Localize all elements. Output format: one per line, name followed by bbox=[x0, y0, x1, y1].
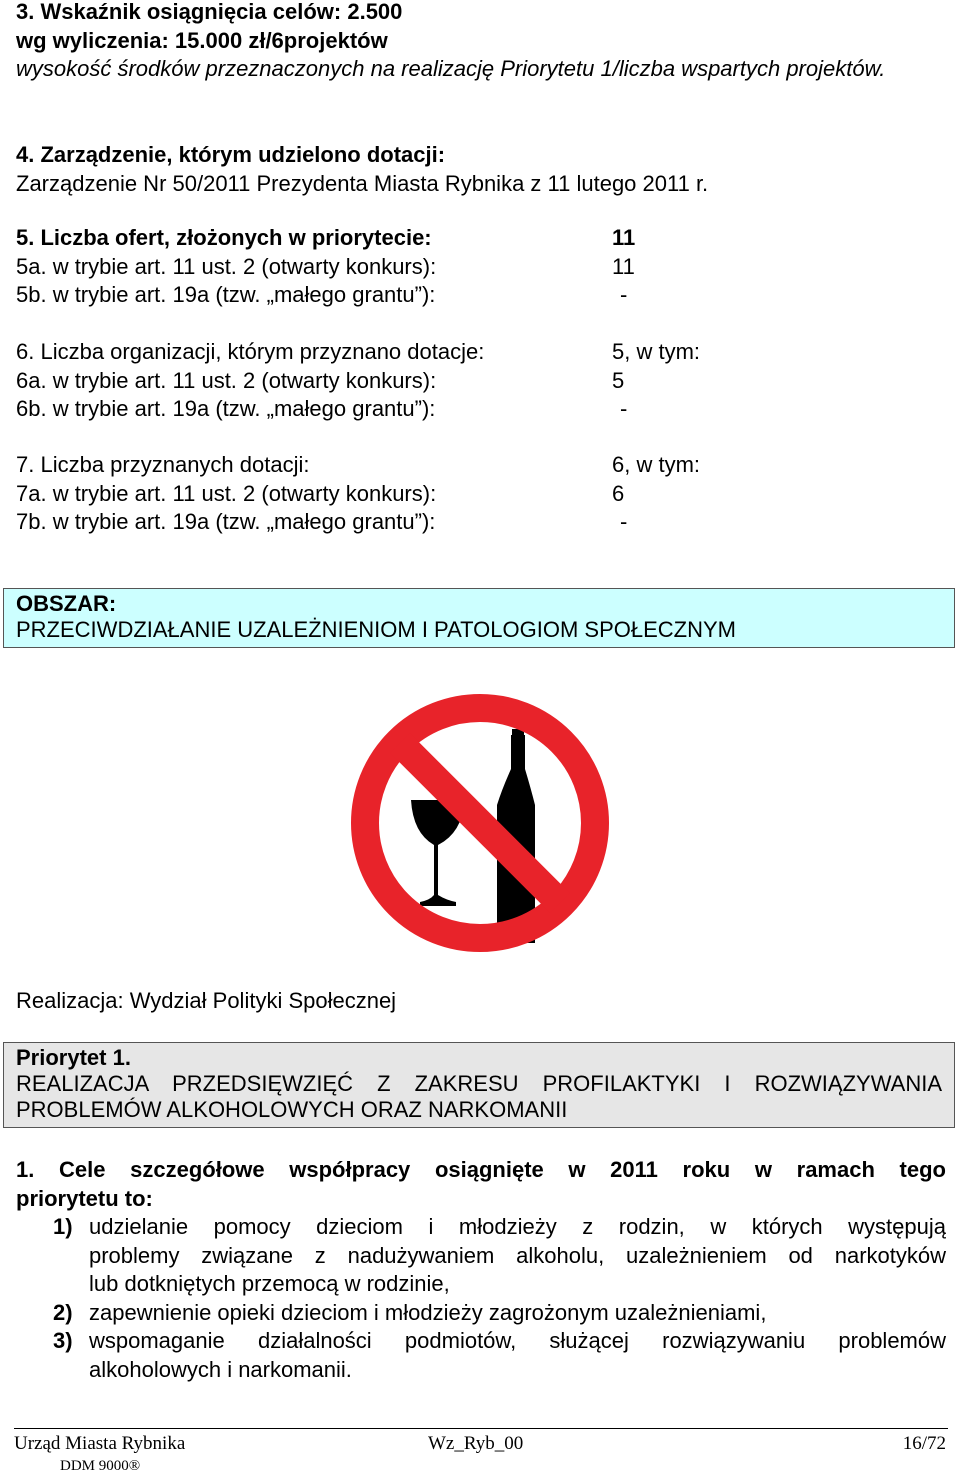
table-row bbox=[16, 367, 946, 396]
table-row bbox=[16, 253, 946, 282]
row-value: - bbox=[620, 396, 628, 421]
table-row bbox=[16, 451, 946, 480]
row-value: 11 bbox=[612, 253, 635, 279]
section-3-heading-line1: 3. Wskaźnik osiągnięcia celów: 2.500 bbox=[16, 0, 403, 24]
section-6-table bbox=[16, 338, 946, 424]
section-7-table bbox=[16, 451, 946, 537]
row-label: 5. Liczba ofert, złożonych w priorytecie: bbox=[16, 225, 432, 250]
priorytet-title-line1: REALIZACJA PRZEDSIĘWZIĘĆ Z ZAKRESU PROFILAKTYKI I ROZWIĄZYWANIA bbox=[16, 1071, 942, 1096]
list-item-line: udzielanie pomocy dzieciom i młodzieży z rodzin, w których występują bbox=[89, 1214, 946, 1239]
realizacja-text: Realizacja: Wydział Polityki Społecznej bbox=[16, 988, 397, 1013]
row-value: 6, w tym: bbox=[612, 452, 701, 477]
cele-section bbox=[16, 1156, 946, 1384]
list-item bbox=[16, 1299, 946, 1328]
table-row bbox=[16, 480, 946, 509]
priorytet-label: Priorytet 1. bbox=[16, 1045, 131, 1070]
obszar-title: PRZECIWDZIAŁANIE UZALEŻNIENIOM I PATOLOGIOM SPOŁECZNYM bbox=[16, 617, 736, 642]
row-value: 5, w tym: bbox=[612, 339, 701, 364]
row-value: 6 bbox=[612, 480, 625, 506]
table-row bbox=[16, 508, 946, 537]
footer-center: Wz_Ryb_00 bbox=[428, 1433, 524, 1454]
cele-heading-line2: priorytetu to: bbox=[16, 1185, 153, 1211]
priorytet-title-line2: PROBLEMÓW ALKOHOLOWYCH ORAZ NARKOMANII bbox=[16, 1097, 568, 1122]
footer-divider bbox=[14, 1428, 948, 1429]
list-item-number: 3) bbox=[53, 1328, 73, 1353]
list-item-line: wspomaganie działalności podmiotów, służącej rozwiązywaniu problemów bbox=[89, 1328, 946, 1353]
row-value: 11 bbox=[612, 225, 636, 250]
row-label: 6b. w trybie art. 19a (tzw. „małego grantu”): bbox=[16, 396, 436, 421]
list-item-line: lub dotkniętych przemocą w rodzinie, bbox=[89, 1271, 450, 1296]
table-row bbox=[16, 338, 946, 367]
section-5-table bbox=[16, 224, 946, 310]
row-label: 6a. w trybie art. 11 ust. 2 (otwarty konkurs): bbox=[16, 367, 437, 393]
section-4-text: Zarządzenie Nr 50/2011 Prezydenta Miasta Rybnika z 11 lutego 2011 r. bbox=[16, 170, 709, 196]
prohibition-ring-icon bbox=[365, 708, 595, 938]
list-item-line: problemy związane z nadużywaniem alkoholu, uzależnieniem od narkotyków bbox=[89, 1242, 946, 1268]
section-4-heading: 4. Zarządzenie, którym udzielono dotacji: bbox=[16, 142, 446, 167]
page-number: 16/72 bbox=[902, 1433, 946, 1454]
list-item bbox=[16, 1327, 946, 1384]
footer-sub: DDM 9000® bbox=[60, 1458, 141, 1474]
row-value: - bbox=[620, 282, 628, 307]
list-item-number: 1) bbox=[53, 1214, 73, 1239]
obszar-label: OBSZAR: bbox=[16, 591, 117, 616]
list-item-line: zapewnienie opieki dzieciom i młodzieży zagrożonym uzależnieniami, bbox=[89, 1299, 767, 1325]
section-4 bbox=[16, 141, 946, 198]
footer-left: Urząd Miasta Rybnika bbox=[14, 1433, 186, 1454]
table-row bbox=[16, 224, 946, 253]
row-label: 7a. w trybie art. 11 ust. 2 (otwarty konkurs): bbox=[16, 480, 437, 506]
row-label: 5b. w trybie art. 19a (tzw. „małego grantu”): bbox=[16, 282, 436, 307]
section-3-formula: wysokość środków przeznaczonych na realizację Priorytetu 1/liczba wspartych projektów. bbox=[16, 56, 886, 81]
no-alcohol-icon bbox=[334, 671, 626, 963]
priorytet-box bbox=[3, 1042, 955, 1128]
list-item-number: 2) bbox=[53, 1299, 73, 1325]
row-label: 5a. w trybie art. 11 ust. 2 (otwarty konkurs): bbox=[16, 253, 437, 279]
row-label: 7. Liczba przyznanych dotacji: bbox=[16, 452, 310, 477]
row-value: - bbox=[620, 509, 628, 534]
row-label: 6. Liczba organizacji, którym przyznano dotacje: bbox=[16, 339, 485, 364]
cele-heading-line1: 1. Cele szczegółowe współpracy osiągnięte w 2011 roku w ramach tego bbox=[16, 1157, 946, 1182]
table-row bbox=[16, 281, 946, 310]
table-row bbox=[16, 395, 946, 424]
obszar-box bbox=[3, 588, 955, 648]
row-value: 5 bbox=[612, 367, 625, 393]
section-3-heading-line2: wg wyliczenia: 15.000 zł/6projektów bbox=[16, 27, 388, 53]
section-3 bbox=[16, 0, 946, 84]
list-item bbox=[16, 1213, 946, 1299]
row-label: 7b. w trybie art. 19a (tzw. „małego grantu”): bbox=[16, 509, 436, 534]
list-item-line: alkoholowych i narkomanii. bbox=[89, 1356, 352, 1382]
